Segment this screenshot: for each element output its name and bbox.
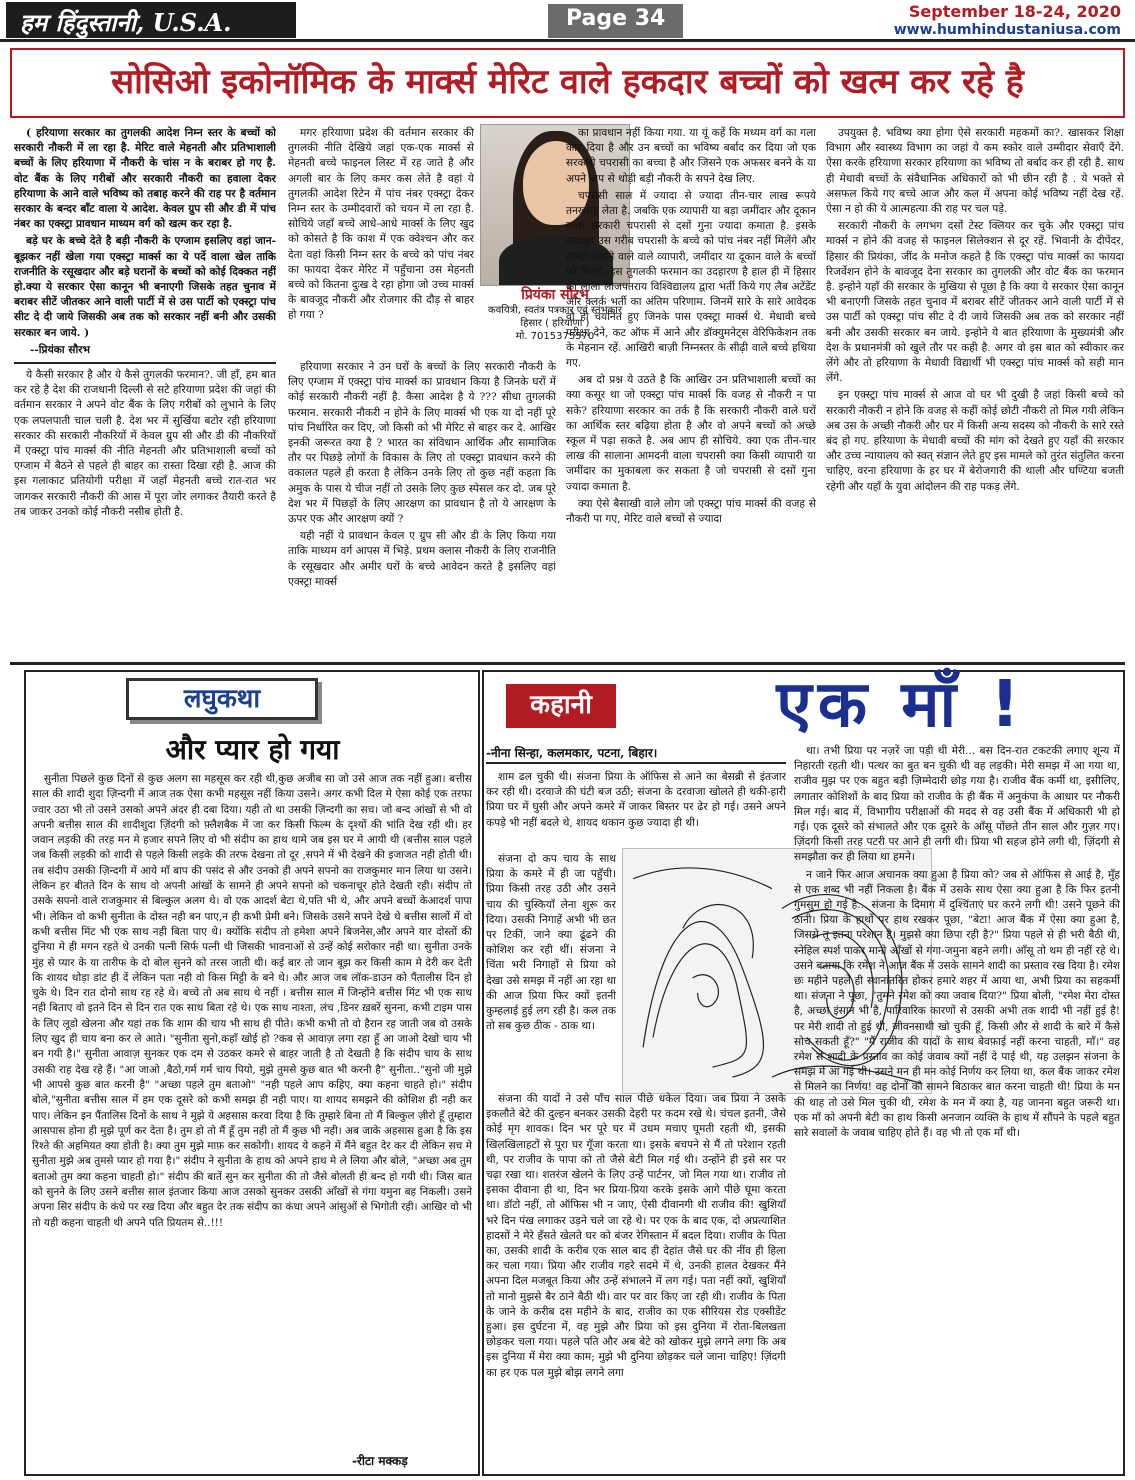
article-headline: सोसिओ इकोनॉमिक के मार्क्स मेरिट वाले हकदार बच्चों को खत्म कर रहे है — [10, 48, 1125, 118]
laghukatha-tag: लघुकथा — [126, 678, 318, 720]
sketch-stroke — [643, 922, 763, 1078]
article-column-3 — [566, 126, 816, 662]
section-divider — [10, 662, 1125, 665]
kahani-title-text: एक माँ ! — [776, 668, 1026, 742]
author-place: हिसार ( हरियाणा ) — [520, 318, 590, 329]
kahani-paragraph: संजना की यादों ने उसे पाँच साल पीछे धकेल दिया। जब प्रिया ने उसके इकलौते बेटे की दुल्हन बनकर उसकी देहरी पर कदम रखे थे। चंचल इतनी, जैसे कोई मृग शावक। दिन भर पूरे घर में उधम मचाए घूमती रहती थी, इसकी खिलखिलाहटों से पूरा घर गूँजा करता था। इसके बचपने से मैं तो परेशान रहती थी, पर राजीव के पापा को तो जैसे बेटी मिल गई थी। उन्होंने ही इसे सर पर चढ़ा रखा था। शतरंज खेलने के लिए उन्हें पार्टनर, जो मिल गया था। राजीव तो इसका दीवाना ही था, दिन भर प्रिया-प्रिया करके इसके आगे पीछे घूमा करता था। डॉटो नहीं, तो ऑफिस भी न जाए, ऐसी दीवानगी थी राजीव की! खुशियाँ भरे दिन पंख लगाकर उड़ने चले जा रहे थे। पर एक के बाद एक, दो अप्रत्याशित हादसों ने मेरे हँसते खेलते घर को बंजर रेगिस्तान में बदल दिया। राजीव के पिता का, उसकी शादी के करीब एक साल बाद ही देहांत जैसे घर की नींव ही हिला कर चला गया। प्रिया और राजीव गहरे सदमे में थे, उनकी हालत देखकर मैंने अपना दिल मजबूत किया और उन्हें संभालने में लग गई। पता नहीं क्यों, खुशियाँ तो मानो मुझसे बैर ठाने बैठी थी। वार पर वार किए जा रही थी। राजीव के पिता के जाने के करीब दस महीने के बाद, राजीव का एक सीरियस रोड एक्सीडेंट हुआ। इस दुर्घटना में, वह मुझे और प्रिया को इस दुनिया में रोता-बिलखता छोड़कर चला गया। पहले पति और अब बेटे को खोकर मुझे लगने लगा कि अब इस दुनिया में मेरा क्या काम; मुझे भी दुनिया छोड़कर चले जाना चाहिए! ज़िंदगी का हर एक पल मुझे बोझ लगने लगा — [486, 1093, 786, 1379]
kahani-paragraph: था। तभी प्रिया पर नज़रें जा पड़ी थी मेरी... बस दिन-रात टकटकी लगाए शून्य में निहारती रहती थी। पत्थर का बुत बन चुकी थी वह लड़की। मेरी समझ में आ गया था, राजीव मुझ पर एक बहुत बड़ी ज़िम्मेदारी छोड़ गया है। राजीव बैंक कर्मी था, इसीलिए, लगातार कोशिशों के बाद प्रिया को राजीव के ही बैंक में अनुकंपा के आधार पर नौकरी मिल गई। बाद में, विभागीय परीक्षाओं की मदद से वह उसी बैंक में अधिकारी भी हो गई। एक दूसरे को संभालते और एक दूसरे के आँसू पोंछते तीन साल और गुज़र गए। ज़िंदगी किसी तरह पटरी पर आने ही लगी थी। प्रिया भी सहज होने लगी थी, ज़िंदगी से समझौता कर ही लिया था हमने। — [794, 745, 1120, 864]
article-paragraph: ये कैसी सरकार है और ये कैसे तुगलकी फरमान?. जी हाँ, हम बात कर रहे है देश की राजधानी दिल्ली से सटे हरियाणा प्रदेश की जहां की वर्तमान सरकार ने अपने वोट बैंक के लिए गरीबों को लुभाने के लिए एक लपलपाती चाल चली है. देश भर में सुर्खिया बटोर रही हरियाणा सरकार की सरकारी नौकरियों में केवल ग्रुप सी और डी की नौकरियों में एक्स्ट्रा पांच मार्क्स की नीति मेहनती और प्रतिभाशाली बच्चों को एग्जाम में बैठने से पहले ही बाहर का रास्ता दिखा रही है. आज की इस गलाकाट प्रतियोगी परीक्षा में जहाँ मेहनती बच्चे रात-रात भर जागकर सरकारी नौकरी की आस में पूरा जोर लगाकर तैयारी करते है तब जाकर उनको कोई नौकरी नसीब होती है. — [14, 369, 276, 518]
credit-rule — [486, 762, 786, 764]
article-paragraph: उपयुक्त है. भविष्य क्या होगा ऐसे सरकारी महकमों का?. खासकर शिक्षा विभाग और स्वास्थ्य विभाग का जहां ये कम स्कोर वाले उम्मीदार सेवाएँ देंगे. ऐसा करके हरियाणा सरकार हरियाणा का भविष्य तो बर्बाद कर ही रही है. साथ ही मेधावी बच्चों के संवैधानिक अधिकारों को भी छीन रही है . ये भक्ते से असफल किये गए बच्चे आज और कल में अपना कोई भविष्य नहीं देख रहें. ऐसा न हो की ये आत्महत्या की राह पर चल पड़े. — [826, 127, 1124, 216]
article-paragraph: हरियाणा सरकार ने उन घरों के बच्चों के लिए सरकारी नौकरी के लिए एग्जाम में एक्स्ट्रा पांच मार्क्स का प्रावधान किया है जिनके घरों में कोई सरकारी नौकरी नहीं है. कैसा आदेश है ये ??? सीधा तुगलकी फरमान. सरकारी नौकरी न होने के लिए मार्क्स भी एक या दो नहीं पूरे पांच निर्धारित कर दिए, जो किसी को भी मेरिट से बाहर कर दे. आखिर इनकी जरूरत क्या है ? भारत का संविधान आर्थिक और सामाजिक तौर पर पिछड़े लोगों के विकास के लिए तो एक्स्ट्रा प्रावधान करने की वकालत पहले ही करता है लेकिन उनके लिए तो कुछ नहीं कहता कि अमुक के पास ये चीज नहीं तो उसके लिए कुछ स्पेसल कर दो. जब पूरे देश भर में पिछड़ों के लिए आरक्षण का प्रावधान है तो ये आरक्षण के ऊपर एक और आरक्षण क्यों ? — [288, 361, 556, 526]
page-header — [0, 0, 1135, 42]
article-intro-2: बड़े घर के बच्चे देते है बड़ी नौकरी के एग्जाम इसलिए वहां जान-बूझकर नहीं खेला गया एक्स्ट्रा मार्क्स का ये पर्दे वाला खेल ताकि राजनीति के रसूखदार और बड़े घरानों के बच्चों को कोई दिक्कत नहीं हो.क्या ये सरकार ऐसा कानून भी बनाएगी जिसके तहत चुनाव में बराबर सीटें जीतकर आने वाली पार्टी में से उस पार्टी को एक्स्ट्रा पांच सीट दे दी जाये जिसकी अब तक को सरकार नहीं बनी और उसकी सरकार बन जाये. ) — [14, 235, 276, 339]
kahani-column-1 — [486, 1092, 786, 1472]
story-text-column — [32, 772, 472, 1448]
article-signature: --प्रियंका सौरभ — [30, 343, 90, 356]
article-paragraph: का प्रावधान नहीं किया गया. या यूं कहें कि मध्यम वर्ग का गला काट दिया है और उन बच्चों का भविष्य बर्बाद कर दिया जो एक सरकारी चपरासी का बच्चा है और जिसने एक अफसर बनने के या अपने बाप से थोड़ी बड़ी नौकरी के सपने देख लिए. — [566, 127, 816, 185]
article-column-2 — [288, 360, 556, 662]
sketch-stroke — [693, 975, 719, 1007]
article-paragraph: इन एक्स्ट्रा पांच मार्क्स से आज वो घर भी दुखी है जहां किसी बच्चे को सरकारी नौकरी न होने कि वजह से कहीं कोई छोटी नौकरी तो मिल गयी लेकिन अब उस के अच्छी नौकरी और घर में किसी अन्य सदस्य को नौकरी के सारे रस्ते बंद हो गए. हरियाणा के मेधावी बच्चों की मांग को देखते हुए यहाँ की सरकार और उच्च न्यायालय को स्वत् संज्ञान लेते हुए इस मामले को तुरंत संतुलित करना चाहिए, वरना हरियाणा के हर घर में बेरोजगारी की थाली और घण्टिया बजती रहेगी और यहाँ के युवा आंदोलन की राह पकड़ लेंगे. — [826, 389, 1124, 493]
masthead: हम हिंदुस्तानी, U.S.A. — [6, 2, 296, 38]
sketch-stroke — [683, 905, 754, 959]
sketch-stroke — [653, 944, 746, 1067]
website-link[interactable]: www.humhindustaniusa.com — [893, 22, 1121, 38]
article-column-1 — [14, 126, 276, 662]
author-role: कवयित्री, स्वतंत्र पत्रकार एवं स्तंभकार — [488, 305, 622, 316]
article-paragraph: अब दो प्रश्न ये उठते है कि आखिर उन प्रतिभाशाली बच्चों का क्या कसूर था जो एक्स्ट्रा पांच मार्क्स कि वजह से नौकरी न पा सके? हरियाणा सरकार का तर्क है कि सरकारी नौकरी वाले घरों का आर्थिक स्तर बढ़िया होता है और वो अपने बच्चों को अच्छे स्कूल में पढ़ा सकते है. अब आप ही सोचिये. क्या एक तीन-चार लाख की सालाना आमदनी वाला चपरासी क्या किसी व्यापारी या जमींदार का मुकाबला कर सकता है जो चपरासी से दसों गुना ज्यादा कमाता है. — [566, 374, 816, 493]
kahani-credit: -नीना सिन्हा, कलमकार, पटना, बिहार। — [486, 746, 658, 760]
author-phone: मो. 7015375570 — [515, 331, 595, 342]
page-number: Page 34 — [548, 4, 683, 38]
issue-date: September 18-24, 2020 — [908, 2, 1121, 21]
article-column-2-top — [288, 126, 474, 346]
kahani-title — [686, 670, 1116, 740]
article-paragraph: चपरासी साल में ज्यादा से ज्यादा तीन-चार लाख रूपये तनख्वाह लेता है. जबकि एक व्यापारी या बड़ा जमींदार और दूकान वाला सरकारी चपरासी से दसों गुना ज्यादा कमाता है. इसके बावजूद उस गरीब चपरासी के बच्चे को पांच नंबर नहीं मिलेंगे और लाखों कमाने वाले वाले व्यापारी, जमींदार या दूकान वाले के बच्चों को मिलेंगे. इस तुगलकी फरमान का उदहारण है हाल ही में हिसार की लाला लाजपतराय विश्विद्यालय द्वारा भर्ती किये गए लैब अटेंडेंट और क्लर्क भर्ती का अंतिम परिणाम. जिनमें सारे के सारे आवेदक वो ही चयनित हुए जिनके पास एक्स्ट्रा मार्क्स थे. मेधावी बच्चे परीक्षा देने, कट ऑफ में आने और डॉक्युमनेट्स वेरिफिकेशन तक के मेहनान रहें. आखिरी बाज़ी निम्नस्तर के सीढ़ी वाले बच्चे हथिया गए. — [566, 189, 816, 370]
kahani-column-1-top — [486, 770, 786, 846]
kahani-tag: कहानी — [506, 684, 616, 728]
article-paragraph: मगर हरियाणा प्रदेश की वर्तमान सरकार की तुगलकी नीति देखिये जहां एक-एक मार्क्स से मेहनती बच्चे फाइनल लिस्ट में रह जाते है और अगली बार के लिए कमर कस लेते है वहां ये तुगलकी आदेश रिटेन में पांच नंबर एक्स्ट्रा देकर निम्न स्तर के उम्मीदवारों को चयन में ला रहा है. सोचिये जहाँ बच्चे आधे-आधे मार्क्स के लिए खुद को कोसते है कि काश में एक क्वेश्चन और कर देता वहां किसी निम्न स्तर के बच्चे को पांच नंबर का फायदा देकर मेरिट में पहुँचाना उस मेहनती बच्चे को कितना दुःख दे रहा होगा जो उच्च मार्क्स के बावजूद नौकरी और रोजगार की दौड़ से बाहर हो गया ? — [288, 127, 474, 322]
author-name: प्रियंका सौरभ — [521, 287, 589, 303]
divider — [14, 362, 276, 364]
kahani-paragraph: संजना दो कप चाय के साथ प्रिया के कमरे में ही जा पहुँची। प्रिया किसी तरह उठी और उसने चाय की चुस्कियाँ लेना शुरू कर दिया। उसकी निगाहें अभी भी छत पर टिकीं, जाने क्या ढूंढने की कोशिश कर रही थीं। संजना ने चिंता भरी निगाहों से प्रिया को देखा उसे समझ में नहीं आ रहा था की आज प्रिया फिर क्यों इतनी कुम्हलाई हुई लग रही है। कल तक तो सब कुछ ठीक - ठाक था। — [486, 853, 616, 1033]
kahani-column-2 — [794, 744, 1120, 1472]
article-intro: ( हरियाणा सरकार का तुगलकी आदेश निम्न स्तर के बच्चों को सरकारी नौकरी में ला रहा है. मेरिट वाले मेहनती और प्रतिभाशाली बच्चों के लिए हरियाणा में नौकरी के चांस न के बराबर हो गए है. वोट बैंक के लिए गरीबों और सरकारी नौकरी का हवाला देकर हरियाणा के आने वाले भविष्य को तबाह करने की राह पर है वर्तमान सरकार के बन्दर बाँट वाला ये आदेश. केवल ग्रुप सी और डी में पांच नंबर का एक्स्ट्रा प्रावधान माध्यम वर्ग को खत्म कर रहा है. — [14, 127, 276, 231]
kahani-column-1-mid — [486, 852, 616, 1082]
story-author: -रीटा मक्कड़ — [352, 1454, 408, 1468]
story-title: और प्यार हो गया — [165, 733, 340, 766]
story-text: सुनीता पिछले कुछ दिनों से कुछ अलग सा महसूस कर रही थी,कुछ अजीब सा जो उसे आज तक नहीं हुआ। बत्तीस साल की शादी शुदा ज़िन्दगी में आज तक ऐसा कभी महसूस नहीं किया उसने। अगर कभी दिल मे ऐसा कोई एक तरफा ज्वार उठा भी तो उसने उसको अपने अंदर ही दबा दिया। यही तो था उसकी ज़िन्दगी का सच। जो बन्द आंखों से भी वो अपनी बत्तीस साल की शादीशुदा ज़िंदगी को फ़्लैशबैक में जा कर किसी फिल्म के दृश्यों की भांति देख रही थी। हर जवान लड़की की तरह मन मे हजार सपने लिए वो भी संदीप का हाथ थामे जब इस घर मे आयी थी (बत्तीस साल पहले जब किसी लड़की को शादी से पहले किसी लड़के की तरफ देखना तो दूर ,सपने में भी देखने की इजाजत नही होती थी। तब संदीप उसकी ज़िन्दगी में आये माँ बाप की पसंद से और उनको ही अपने सपनो का राजकुमार मान लिया था उसने। लेकिन हर बीतते दिन के साथ वो अपनी आंखों के सामने ही अपने सपनो को चकनाचूर होते देखती रही। संदीप तो उसके सपनो वाले राजकुमार से बिल्कुल अलग थे। वो एक आदर्श बेटा थे,पति भी थे, और अपने बच्चों केआदर्श पापा भी। लेकिन वो कभी सुनीता के दोस्त नही बन पाए,न ही कभी प्रेमी बने। जिसके उसने सपने देखे थे बत्तीस सालों में वो कभी बत्तीस मिंट भी एक साथ नही बिता पाए थे। क्योंकि संदीप तो हमेशा अपने बिजनेस,और अपने यार दोस्तों की दुनिया मे ही मगन रहते थे उनकी पत्नी सिर्फ पत्नी थी जिसकी भावनाओं से उन्हें कोई सरोकार नही था। सुनीता उनके मुंह से प्यार के या तारीफ के दो बोल सुनने को तरस जाती थी। कई बार तो जान बूझ कर किसी काम मे देरी कर देती कि शायद थोड़ा डांट ही दें लेकिन पता नही वो किस मिट्टी के बने थे। और आज जब लॉक-डाउन को पैंतालीस दिन हो चुके थे। दिन रात दोनो साथ रह रहे थे। बच्चे तो अब साथ थे नहीं । बत्तीस साल में जिन्होंने बत्तीस मिंट भी एक साथ नही बिताए वो इतने दिन से दिन रात एक साथ बिता रहे थे। एक साथ नाश्ता, लंच ,डिनर ख़बरें सुनना, कभी टाइम पास के लिए लूडो खेलना और यहां तक कि शाम की चाय भी साथ ही पीते। कभी कभी तो वो हैरान रह जाती जब वो उसके लिए खुद ही चाय बना कर ले आते। "सुनीता सुनो,कहाँ खोई हो ?कब से आवाज़ लगा रहा हूँ आ जाओ देखो चाय भी बन गयी है।" सुनीता आवाज़ सुनकर एक दम से उठकर कमरे से बाहर जाती है तो देखती है कि संदीप चाय के साथ उसकी राह देख रहे हैं। "आ जाओ ,बैठो,गर्म गर्म चाय पियो, मुझे तुमसे कुछ बात भी करनी है" सुनीता.."सुनो जी मुझे भी आपसे कुछ बात करनी है" "अच्छा पहले तुम बताओ" "नही पहले आप कहिए, क्या कहना चाहते हो।" संदीप बोले,"सुनीता बत्तीस साल में हम एक दूसरे को कभी समझ ही नही पाए। या शायद समझने की कोशिश ही नही कर पाए। लेकिन इन पैंतालिस दिनों के साथ ने मुझे ये अहसास करवा दिया है कि तुम्हारे बिना तो मैं बिल्कुल ज़ीरो हूँ तुम्हारा आसपास होना ही मुझे पूर्ण कर देता है। तुम हो तो मैं हूँ तुम नही तो मैं कुछ भी नही। अब जाके अहसास हुआ है कि इस रिश्ते की अहमियत क्या होती है। क्या तुम मुझे माफ़ कर सकोगी। शायद ये कहने में मैंने बहुत देर कर दी लेकिन सच मे सुनीता मुझे अब तुमसे प्यार हो गया है।" संदीप ने सुनीता के हाथ को अपने हाथ मे ले लिया और बोले, "अच्छा अब तुम बताओ तुम क्या कहना चाहती हो।" संदीप की बातें सुन कर सुनीता की तो जैसे बोलती ही बन्द हो गयी थी। जिस बात को सुनने के लिए उसने बत्तीस साल इंतजार किया आज उसको सुनकर उसकी आँखों से गंगा यमुना बह निकली। उसने अपना सिर संदीप के कंधे पर रख दिया और बहुत देर तक संदीप का कंधा अपने आंसुओं से भिगोती रही। आखिर वो भी तो यही कहना चाहती थी अपने पति प्रियतम से..!!! — [32, 773, 472, 1229]
article-paragraph: यही नहीं ये प्रावधान केवल ए ग्रुप सी और डी के लिए किया गया ताकि माध्यम वर्ग आपस में भिड़े. प्रथम क्लास नौकरी के लिए राजनीति के रसूखदार और अमीर घरों के बच्चे आवेदन करते है इसलिए वहां एक्स्ट्रा मार्क्स — [288, 530, 556, 588]
kahani-paragraph: शाम ढल चुकी थी। संजना प्रिया के ऑफिस से आने का बेसब्री से इंतजार कर रही थी। दरवाजे की घंटी बज उठी; संजना के दरवाजा खोलते ही थकी-हारी प्रिया घर में घुसी और अपने कमरे में जाकर बिस्तर पर ढेर हो गई। उसने अपने कपड़े भी नहीं बदले थे, शायद थकान कुछ ज्यादा ही थी। — [486, 771, 786, 829]
article-column-4 — [826, 126, 1124, 662]
sketch-stroke — [633, 868, 772, 889]
article-paragraph: क्या ऐसे बैसाखी वाले लोग जो एक्स्ट्रा पांच मार्क्स की वजह से नौकरी पा गए, मेरिट वाले बच्चों से ज्यादा — [566, 497, 816, 526]
kahani-paragraph: न जाने फिर आज अचानक क्या हुआ है प्रिया को? जब से ऑफिस से आई है, मुँह से एक शब्द भी नहीं निकला है। बैंक में उसके साथ ऐसा क्या हुआ है कि फिर इतनी गुमसुम हो गई है... संजना के दिमाग में दुश्चिंताएं घर करने लगी थी! उसने पूछने की ठानी। प्रिया के हाथों पर हाथ रखकर पूछा, "बेटा! आज बैंक में ऐसा क्या हुआ है, जिससे तू इतना परेशान है। मुझसे क्या छिपा रही है?" प्रिया पहले से ही भरी बैठी थी, स्नेहिल स्पर्श पाकर मानो आँखों से गंगा-जमुना बहने लगी। आँसू तो थम ही नहीं रहे थे। उसने बताया कि रमेश ने आज बैंक में उसके सामने शादी का प्रस्ताव रख दिया है। रमेश छः महीने पहले ही स्थानांतरित होकर हमारे शहर में आया था, अभी प्रिया का सहकर्मी था। संजना ने पूछा, "तुमने रमेश को क्या जवाब दिया?" प्रिया बोली, "रमेश मेरा दोस्त है, अच्छा इंसान भी है, पारिवारिक कारणों से उसकी अभी तक शादी भी नहीं हुई है! पर मेरी शादी तो हुई थी, जीवनसाथी खो चुकी हूँ, किसी और से शादी के बारे में कैसे सोच सकती हूँ?" "मैं राजीव की यादों के साथ बेवफ़ाई नहीं करना चाहती, माँ।" वह रमेश से शादी के प्रस्ताव का कोई जवाब क्यों नहीं दे पाई थी, यह उलझन संजना के समझ में आ गई थी। उसने मन ही मन कोई निर्णय कर लिया था, कल बैंक जाकर रमेश से मिलने का निर्णय! वह दोनों को सामने बिठाकर बात करना चाहती थी! प्रिया के मन की थाह तो उसे मिल चुकी थी, रमेश के मन में क्या है, यह जानना बहुत जरूरी था। एक माँ को अपनी बेटी का हाथ किसी अनजान व्यक्ति के हाथ में सौंपने के पहले बहुत सारे सवालों के जवाब चाहिए होते हैं। वह भी तो एक माँ थी। — [794, 868, 1120, 1140]
article-paragraph: सरकारी नौकरी के लगभग दसों टेस्ट क्लियर कर चुके और एक्स्ट्रा पांच मार्क्स न होने की वजह से फाइनल सिलेक्शन से दूर रहें. भिवानी के दीपेंदर, हिसार की प्रियंका, जींद के मनोज कहते है कि एक्स्ट्रा पांच मार्क्स का फायदा रिजर्वेशन होने के बावजूद देना सरकार का तुगलकी और वोट बैंक का फरमान है. इन्होने यहाँ की सरकार के मुखिया से पूछा है कि क्या ये सरकार ऐसा कानून भी बनाएगी जिसके तहत चुनाव में बराबर सीटें जीतकर आने वाली पार्टी में से उस पार्टी को एक्स्ट्रा पांच सीट दे दी जाये जिसकी अब तक को सरकार नहीं बनी और उसकी सरकार बन जाये. इन्होने ये बात हरियाणा के मुख्यमंत्री और देश के प्रधानमंत्री को खुले तौर पर कही है. अगर वो इस बात को स्वीकार कर लेंगे और तो हरियाणा के मेधावी विद्यार्थी भी एक्स्ट्रा पांच मार्क्स को सही मान लेंगे. — [826, 220, 1124, 385]
